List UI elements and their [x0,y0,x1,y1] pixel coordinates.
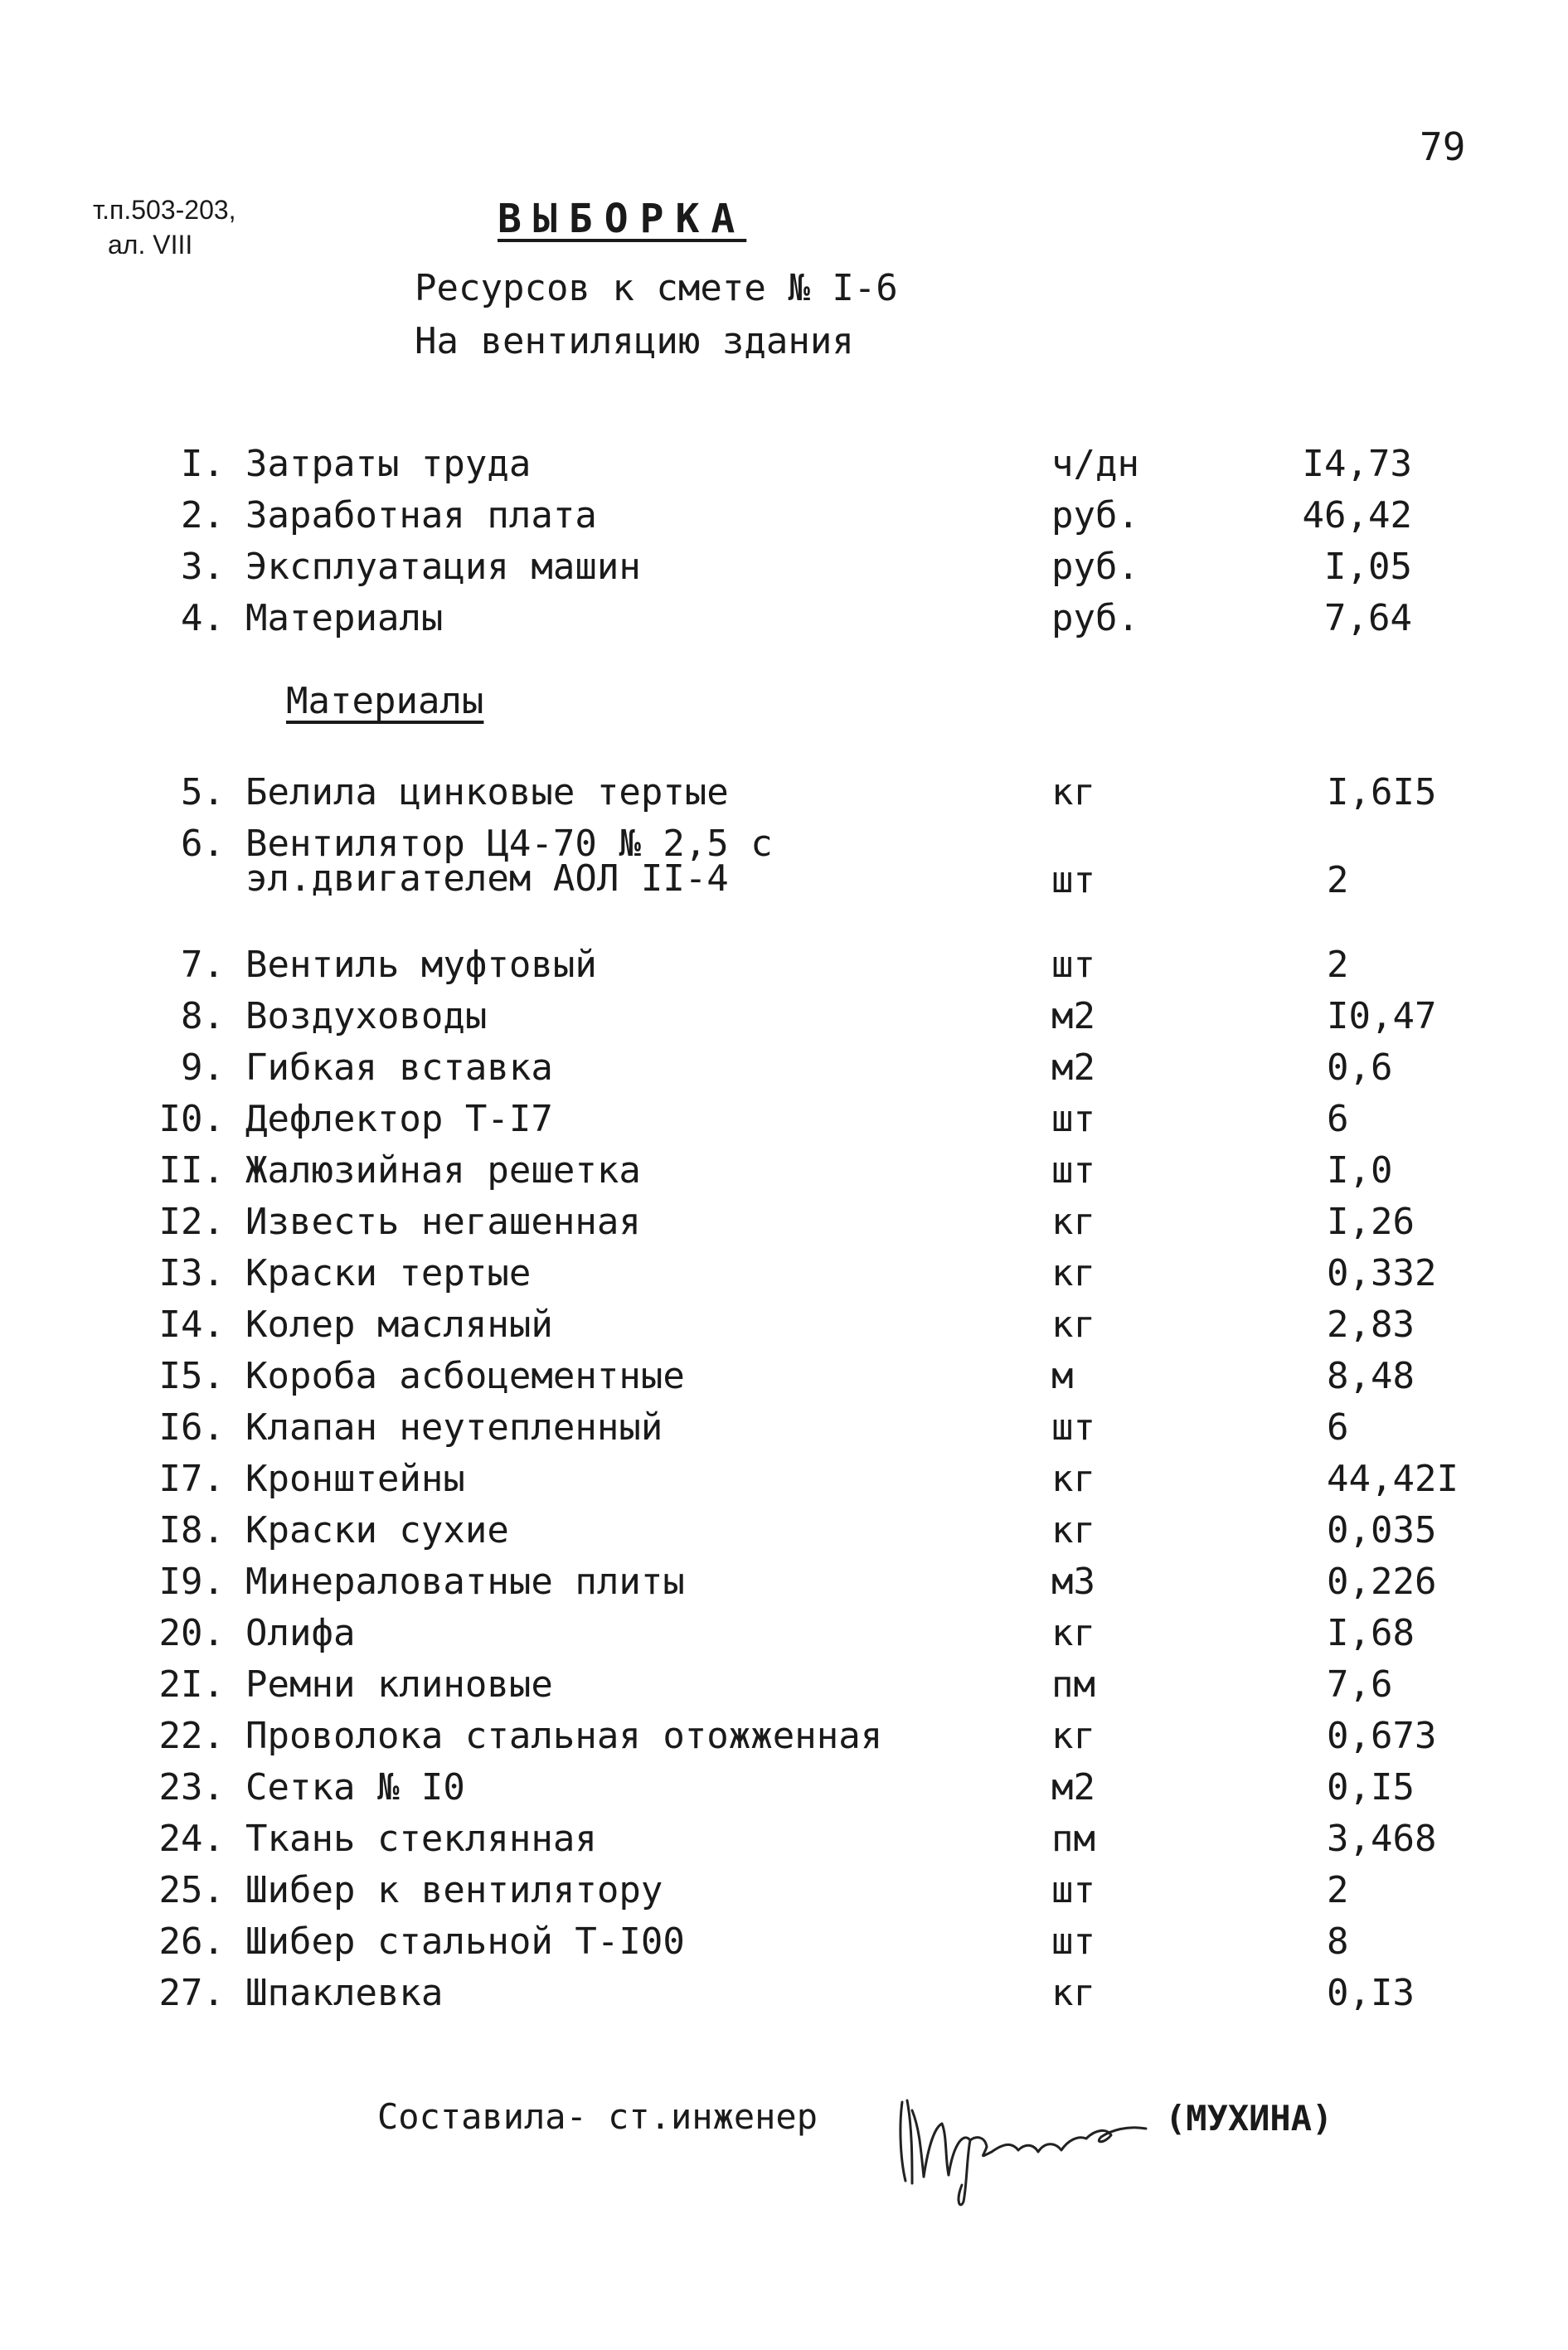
quantity: I4,73 [1302,443,1412,485]
unit-of-measure: кг [1051,1252,1095,1294]
row-number: 22. [158,1715,225,1757]
resource-row [0,1509,1568,1552]
resource-name: Материалы [245,597,444,639]
page-number: 79 [1420,124,1466,169]
row-number: 9. [181,1046,225,1089]
quantity: 0,332 [1327,1252,1437,1294]
row-number: II. [158,1149,225,1192]
resource-row [0,1201,1568,1244]
resource-name: Минераловатные плиты [245,1561,685,1603]
resource-row [0,1920,1568,1964]
resource-row [0,1715,1568,1758]
unit-of-measure: шт [1051,944,1095,986]
unit-of-measure: кг [1051,1458,1095,1500]
quantity: I,0 [1327,1149,1393,1192]
row-number: 26. [158,1920,225,1963]
row-number: 24. [158,1818,225,1860]
quantity: 7,6 [1327,1663,1393,1706]
row-number: 2I. [158,1663,225,1706]
compiler-name: (МУХИНА) [1165,2098,1333,2139]
quantity: 0,I3 [1327,1972,1415,2014]
unit-of-measure: м2 [1051,1046,1095,1089]
resource-name: Шпаклевка [245,1972,444,2014]
quantity: 2 [1327,944,1349,986]
resource-name: Затраты труда [245,443,532,485]
document-reference-line: т.п.503-203, [93,195,236,225]
resource-name: Заработная плата [245,494,597,537]
materials-section-heading: Материалы [286,680,484,722]
quantity: 2 [1327,1869,1349,1911]
row-number: 7. [181,944,225,986]
row-number: I7. [158,1458,225,1500]
quantity: 0,035 [1327,1509,1437,1551]
resource-row [0,597,1568,640]
resource-name: Эксплуатация машин [245,546,641,588]
unit-of-measure: кг [1051,1972,1095,2014]
document-reference [93,192,236,262]
resource-row [0,1818,1568,1861]
resource-name: Вентиль муфтовый [245,944,597,986]
row-number: 23. [158,1766,225,1809]
resource-name: Вентилятор Ц4-70 № 2,5 с [245,823,773,865]
quantity: 46,42 [1302,494,1412,537]
unit-of-measure: шт [1051,1149,1095,1192]
resource-row [0,995,1568,1038]
unit-of-measure: шт [1051,1869,1095,1911]
resource-row [0,944,1568,987]
unit-of-measure: шт [1051,1406,1095,1449]
unit-of-measure: пм [1051,1818,1095,1860]
row-number: 2. [181,494,225,537]
unit-of-measure: шт [1051,1098,1095,1140]
resource-name: Шибер стальной Т-I00 [245,1920,685,1963]
row-number: I5. [158,1355,225,1397]
quantity: 8 [1327,1920,1349,1963]
resource-row [0,1149,1568,1192]
quantity: 6 [1327,1406,1349,1449]
resource-name: Короба асбоцементные [245,1355,685,1397]
quantity: 0,226 [1327,1561,1437,1603]
row-number: 3. [181,546,225,588]
resource-name: Краски тертые [245,1252,532,1294]
resource-row [0,1458,1568,1501]
resource-name: Кронштейны [245,1458,465,1500]
unit-of-measure: ч/дн [1051,443,1139,485]
row-number: 6. [181,823,225,865]
resource-row [0,1406,1568,1449]
signature-image [887,2077,1186,2210]
unit-of-measure: м3 [1051,1561,1095,1603]
row-number: 20. [158,1612,225,1654]
resource-row [0,1355,1568,1398]
document-reference-line: ал. VIII [108,230,193,260]
resource-row [0,1561,1568,1604]
unit-of-measure: кг [1051,1509,1095,1551]
unit-of-measure: м2 [1051,1766,1095,1809]
unit-of-measure: кг [1051,771,1095,813]
quantity: I,6I5 [1327,771,1437,813]
resource-row [0,1663,1568,1707]
resource-row [0,1972,1568,2015]
quantity: 44,42I [1327,1458,1459,1500]
resource-name: Шибер к вентилятору [245,1869,663,1911]
row-number: I9. [158,1561,225,1603]
resource-row [0,1046,1568,1090]
row-number: I. [181,443,225,485]
resource-row [0,1869,1568,1912]
unit-of-measure: м2 [1051,995,1095,1037]
resource-name: Ремни клиновые [245,1663,553,1706]
row-number: I0. [158,1098,225,1140]
row-number: 27. [158,1972,225,2014]
page-subtitle-secondary: На вентиляцию здания [415,320,854,362]
unit-of-measure: м [1051,1355,1074,1397]
page-subtitle: Ресурсов к смете № I-6 [415,267,898,309]
row-number: 5. [181,771,225,813]
resource-name: Воздуховоды [245,995,488,1037]
row-number: I6. [158,1406,225,1449]
resource-name: Клапан неутепленный [245,1406,663,1449]
resource-name: Сетка № I0 [245,1766,465,1809]
quantity: 2,83 [1327,1304,1415,1346]
resource-name: Жалюзийная решетка [245,1149,641,1192]
row-number: I2. [158,1201,225,1243]
quantity: 3,468 [1327,1818,1437,1860]
resource-row [0,1252,1568,1295]
resource-name: Краски сухие [245,1509,509,1551]
row-number: 4. [181,597,225,639]
unit-of-measure: шт [1051,859,1095,901]
row-number: 25. [158,1869,225,1911]
unit-of-measure: руб. [1051,597,1139,639]
unit-of-measure: пм [1051,1663,1095,1706]
resource-name: Ткань стеклянная [245,1818,597,1860]
quantity: 7,64 [1324,597,1412,639]
resource-name: Гибкая вставка [245,1046,553,1089]
row-number: I3. [158,1252,225,1294]
resource-name: Дефлектор Т-I7 [245,1098,553,1140]
resource-row [0,1766,1568,1809]
row-number: I8. [158,1509,225,1551]
unit-of-measure: кг [1051,1612,1095,1654]
row-number: I4. [158,1304,225,1346]
unit-of-measure: кг [1051,1304,1095,1346]
quantity: I0,47 [1327,995,1437,1037]
quantity: 2 [1327,859,1349,901]
quantity: 6 [1327,1098,1349,1140]
resource-row [0,494,1568,537]
resource-row [0,1612,1568,1655]
unit-of-measure: кг [1051,1201,1095,1243]
quantity: 0,6 [1327,1046,1393,1089]
resource-name: Колер масляный [245,1304,553,1346]
resource-name-continued: эл.двигателем АОЛ II-4 [245,857,729,900]
resource-name: Белила цинковые тертые [245,771,729,813]
resource-name: Известь негашенная [245,1201,641,1243]
resource-row [0,1098,1568,1141]
page-title: ВЫБОРКА [498,196,747,242]
unit-of-measure: руб. [1051,546,1139,588]
unit-of-measure: шт [1051,1920,1095,1963]
unit-of-measure: руб. [1051,494,1139,537]
unit-of-measure: кг [1051,1715,1095,1757]
resource-name: Проволока стальная отожженная [245,1715,883,1757]
quantity: 0,673 [1327,1715,1437,1757]
compiled-by-label: Составила- ст.инженер [377,2096,818,2137]
resource-row [0,443,1568,486]
quantity: I,05 [1324,546,1412,588]
quantity: I,26 [1327,1201,1415,1243]
resource-row [0,771,1568,814]
row-number: 8. [181,995,225,1037]
resource-row [0,823,1568,901]
quantity: 8,48 [1327,1355,1415,1397]
quantity: I,68 [1327,1612,1415,1654]
resource-row [0,546,1568,589]
resource-row [0,1304,1568,1347]
quantity: 0,I5 [1327,1766,1415,1809]
resource-name: Олифа [245,1612,356,1654]
